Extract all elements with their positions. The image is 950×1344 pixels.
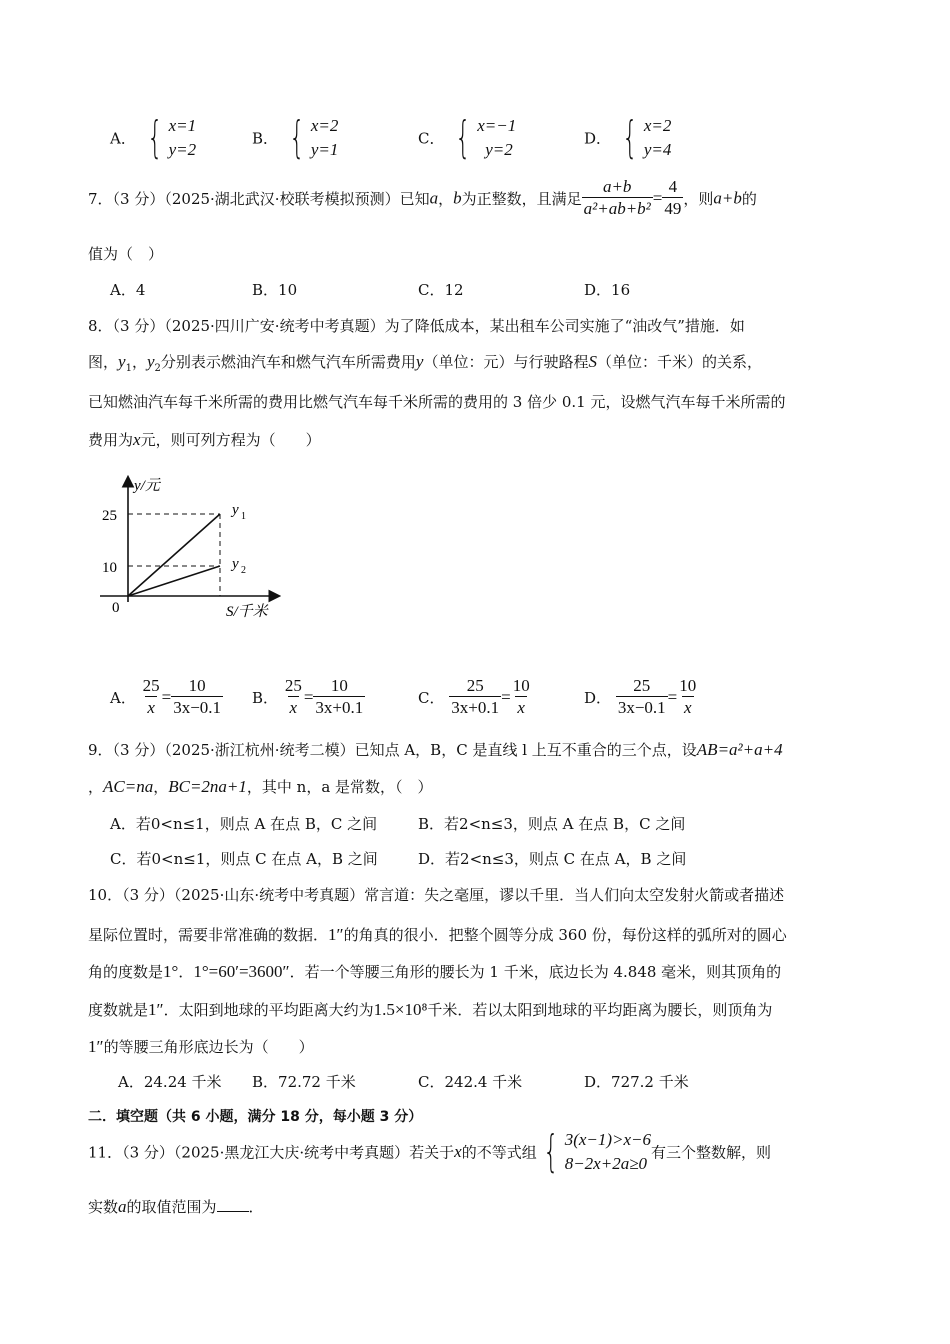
q8-opt-c-eq: =	[501, 687, 511, 707]
q7-frac2-numerator: 4	[668, 177, 678, 196]
q9-option-c: C．若0<n≤1，则点 C 在点 A，B 之间	[110, 850, 378, 868]
q6-option-b-label: B．	[252, 129, 279, 148]
q8-opt-c-label: C．	[418, 689, 445, 707]
q10-line1	[88, 884, 784, 905]
q10-degree-1: 1°	[163, 962, 179, 981]
q10-distance: 1.5×10⁸	[373, 1000, 428, 1019]
q10-option-c: C．242.4 千米	[418, 1073, 523, 1091]
q10-text2a: 星际位置时，需要非常准确的数据．	[88, 926, 329, 944]
q11-inequality-system: { 3(x−1)>x−6 8−2x+2a≥0	[543, 1126, 652, 1177]
q6-a-row2: y=2	[168, 140, 197, 159]
q10-text5: 的等腰三角形底边长为（ ）	[103, 1038, 314, 1056]
q10-second-1: 1″	[328, 925, 344, 944]
q8-line3: 已知燃油汽车每千米所需的费用比燃气汽车每千米所需的费用的 3 倍少 0.1 元，设燃气汽车每千米所需的	[88, 393, 786, 411]
q7-option-b: B．10	[252, 281, 298, 299]
q7-equals: =	[652, 188, 663, 208]
q8-opt-d-label: D．	[584, 689, 612, 707]
q9-ac-expression: AC=na	[103, 777, 154, 796]
q6-option-a-label: A．	[110, 129, 136, 148]
q8-opt-a-frac1	[141, 676, 162, 719]
q7-var-b: b	[453, 188, 462, 208]
q9-score: （3 分）	[112, 741, 165, 759]
q11-score: （3 分）	[122, 1143, 174, 1162]
graph-label-y2: y	[232, 556, 239, 572]
q10-second-2: 1″	[148, 1000, 164, 1019]
q8-line2	[88, 351, 762, 374]
q6-option-b	[252, 114, 338, 162]
q8-line1	[88, 315, 745, 336]
q10-line5	[88, 1036, 314, 1057]
q7-score: （3 分）	[112, 190, 165, 208]
q7-text2: 为正整数，且满足	[461, 190, 582, 208]
q6-option-c	[418, 114, 516, 162]
q8-y: y	[415, 352, 424, 371]
q6-option-c-label: C．	[418, 129, 445, 148]
q7-option-c: C．12	[418, 281, 464, 299]
q8-text2c: （单位：元）与行驶路程	[423, 353, 589, 371]
q10-text3b: ．	[178, 963, 194, 981]
q9-source: （2025·浙江杭州·统考二模）	[164, 741, 355, 759]
q8-opt-b-eq: =	[303, 687, 314, 707]
q8-opt-a-d1: x	[147, 698, 155, 717]
q6-a-row1: x=1	[168, 116, 197, 135]
q8-text2d: （单位：千米）的关系，	[596, 353, 762, 371]
q8-opt-c-n1: 25	[466, 676, 484, 695]
q8-opt-c-n2: 10	[512, 676, 530, 695]
q7-line1	[88, 177, 757, 220]
q6-c-row2: y=2	[485, 140, 513, 159]
q8-text2b: 分别表示燃油汽车和燃气汽车所需费用	[160, 353, 416, 371]
q8-opt-d-frac2	[677, 676, 698, 719]
q10-text4c: 千米．若以太阳到地球的平均距离为腰长，则顶角为	[427, 1001, 773, 1019]
q8-opt-b-frac2	[313, 676, 365, 719]
graph-line-y1	[128, 514, 220, 596]
q9-option-d: D．若2<n≤3，则点 C 在点 A，B 之间	[418, 850, 687, 868]
q11-text3: 有三个整数解，则	[651, 1143, 772, 1162]
graph-x-label: S/千米	[226, 604, 268, 620]
q8-text2a: 图，	[88, 353, 119, 371]
q8-opt-c-frac1	[449, 676, 501, 719]
q8-y1: y	[118, 352, 126, 371]
q10-source: （2025·山东·统考中考真题）	[173, 886, 365, 904]
q8-text1: 为了降低成本，某出租车公司实施了“油改气”措施．如	[384, 317, 745, 335]
q8-opt-b-d2: 3x+0.1	[315, 698, 364, 717]
q11-number: 11．	[88, 1143, 123, 1162]
q9-number: 9．	[88, 741, 113, 759]
q8-opt-c-frac2	[511, 676, 532, 719]
q10-option-b: B．72.72 千米	[252, 1073, 356, 1091]
q6-option-d-system: { x=2 y=4	[622, 112, 672, 163]
q7-text4: 的	[741, 190, 757, 208]
q9-option-b: B．若2<n≤3，则点 A 在点 B，C 之间	[418, 815, 686, 833]
q6-b-row2: y=1	[310, 140, 339, 159]
q10-line3	[88, 961, 781, 982]
graph-tick-10: 10	[102, 560, 117, 576]
q8-source: （2025·四川广安·统考中考真题）	[164, 317, 385, 335]
q6-b-row1: x=2	[310, 116, 339, 135]
q6-d-row1: x=2	[643, 116, 672, 135]
q11-text2b: 的取值范围为	[126, 1198, 217, 1216]
q8-opt-b-n2: 10	[330, 676, 348, 695]
q11-row2: 8−2x+2a≥0	[564, 1154, 648, 1173]
graph-origin: 0	[112, 600, 120, 616]
graph-label-y2-sub: 2	[241, 565, 246, 576]
q10-option-a: A．24.24 千米	[118, 1073, 222, 1091]
q11-var-a: a	[118, 1197, 127, 1216]
q11-row1: 3(x−1)>x−6	[564, 1130, 652, 1149]
q6-option-c-system: { x=−1 y=2	[455, 112, 517, 163]
q10-text2b: 的角真的很小．把整个圆等分成 360 份，每份这样的弧所对的圆心	[343, 926, 787, 944]
q10-line4	[88, 999, 772, 1020]
q7-frac2-denominator: 49	[664, 199, 682, 218]
q7-text1: 已知	[399, 190, 430, 208]
q7-fraction-2	[662, 177, 683, 220]
q8-opt-a-d2: 3x−0.1	[173, 698, 222, 717]
q7-option-d: D．16	[584, 281, 631, 299]
q11-text1: 若关于	[409, 1143, 455, 1162]
q10-option-d: D．727.2 千米	[584, 1073, 689, 1091]
q8-y2-sub: 2	[154, 363, 161, 374]
q7-frac1-numerator: a+b	[602, 177, 632, 196]
q9-line2	[88, 776, 433, 797]
q10-score: （3 分）	[122, 886, 174, 904]
q6-d-row2: y=4	[643, 140, 672, 159]
q9-text1: 已知点 A，B，C 是直线 l 上互不重合的三个点，设	[354, 741, 697, 759]
q8-opt-a-n2: 10	[188, 676, 206, 695]
q8-opt-a-label: A．	[110, 689, 136, 707]
q11-text2: 的不等式组	[461, 1143, 537, 1162]
q7-text3: ，则	[683, 190, 714, 208]
q10-text3c: ．若一个等腰三角形的腰长为 1 千米，底边长为 4.848 毫米，则其顶角的	[289, 963, 782, 981]
q8-y1-sub: 1	[125, 363, 132, 374]
q8-opt-d-n2: 10	[679, 676, 697, 695]
q6-option-d	[584, 114, 671, 162]
q8-option-a	[110, 676, 223, 719]
q10-second-3: 1″	[88, 1037, 104, 1056]
q10-number: 10．	[88, 886, 123, 904]
q7-comma: ，	[438, 190, 454, 208]
q8-line4	[88, 429, 321, 450]
q6-option-a	[110, 114, 196, 162]
q9-line1	[88, 739, 783, 760]
q8-opt-a-eq: =	[161, 687, 172, 707]
q10-text4b: ．太阳到地球的平均距离大约为	[163, 1001, 374, 1019]
q10-text3a: 角的度数是	[88, 963, 164, 981]
q10-text4a: 度数就是	[88, 1001, 149, 1019]
q8-option-b	[252, 676, 365, 719]
q8-score: （3 分）	[112, 317, 165, 335]
q11-line1	[88, 1128, 771, 1176]
q8-opt-d-eq: =	[667, 687, 678, 707]
q9-text2b: ，	[153, 778, 169, 796]
q6-option-b-system: { x=2 y=1	[289, 112, 339, 163]
q8-opt-d-d1: 3x−0.1	[617, 698, 666, 717]
graph-y-label: y/元	[134, 478, 160, 494]
q10-line2	[88, 924, 787, 945]
q8-opt-d-n1: 25	[633, 676, 651, 695]
q6-option-d-label: D．	[584, 129, 612, 148]
q10-text1: 常言道：失之毫厘，谬以千里．当人们向太空发射火箭或者描述	[364, 886, 785, 904]
q8-x: x	[133, 430, 141, 449]
q10-degree-equation: 1°=60′=3600″	[193, 962, 290, 981]
q7-expression: a+b	[713, 188, 742, 208]
q11-line2	[88, 1196, 264, 1217]
q7-number: 7．	[88, 190, 113, 208]
q9-text2a: ，	[88, 778, 104, 796]
q8-opt-b-d1: x	[289, 698, 298, 717]
q8-graph	[92, 470, 292, 630]
q9-ab-expression: AB=a²+a+4	[696, 740, 783, 759]
q8-text4b: 元，则可列方程为（ ）	[140, 431, 321, 449]
q8-opt-c-d1: 3x+0.1	[451, 698, 500, 717]
q8-text4a: 费用为	[88, 431, 134, 449]
section-2-title: 二．填空题（共 6 小题，满分 18 分，每小题 3 分）	[88, 1109, 423, 1125]
q8-y2: y	[146, 352, 155, 371]
q8-opt-b-frac1	[283, 676, 304, 719]
q8-S: S	[588, 352, 597, 371]
q8-opt-d-frac1	[616, 676, 668, 719]
q6-c-row1: x=−1	[477, 116, 517, 135]
q11-text2a: 实数	[88, 1198, 119, 1216]
q7-frac1-denominator: a²+ab+b²	[583, 199, 651, 218]
graph-label-y1-sub: 1	[241, 511, 246, 522]
q11-source: （2025·黑龙江大庆·统考中考真题）	[173, 1143, 410, 1162]
q9-option-a: A．若0<n≤1，则点 A 在点 B，C 之间	[110, 815, 378, 833]
q8-opt-a-frac2	[171, 676, 223, 719]
q11-var-x: x	[454, 1142, 462, 1161]
q8-option-d	[584, 676, 698, 719]
graph-label-y1: y	[232, 502, 239, 518]
graph-tick-25: 25	[102, 508, 117, 524]
q8-opt-b-n1: 25	[284, 676, 302, 695]
q8-opt-c-d2: x	[517, 698, 525, 717]
q8-opt-d-d2: x	[683, 698, 692, 717]
q7-var-a: a	[429, 188, 439, 208]
q7-source: （2025·湖北武汉·校联考模拟预测）	[164, 190, 400, 208]
q7-line2: 值为（ ）	[88, 245, 164, 263]
q7-option-a: A．4	[110, 281, 146, 299]
q9-bc-expression: BC=2na+1	[168, 777, 247, 796]
q7-fraction-1	[582, 177, 653, 220]
q8-number: 8．	[88, 317, 113, 335]
q9-text2c: ，其中 n，a 是常数，（ ）	[246, 778, 433, 796]
q8-opt-b-label: B．	[252, 689, 279, 707]
q8-option-c	[418, 676, 532, 719]
q8-sep: ，	[131, 353, 147, 371]
q8-opt-a-n1: 25	[142, 676, 160, 695]
q11-answer-blank[interactable]	[217, 1197, 249, 1212]
q6-option-a-system: { x=1 y=2	[146, 112, 197, 163]
graph-line-y2	[128, 566, 220, 596]
q11-text2c: ．	[248, 1198, 264, 1216]
